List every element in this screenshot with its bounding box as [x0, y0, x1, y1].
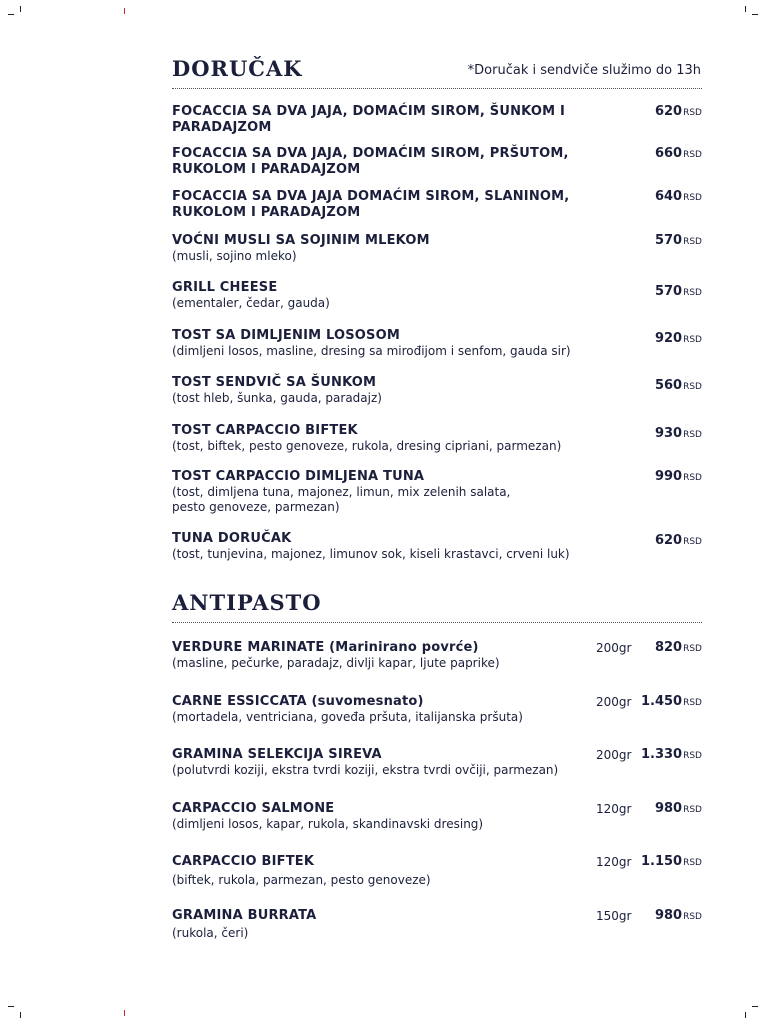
- item-price: 660RSD: [654, 146, 702, 161]
- menu-item: [172, 233, 702, 264]
- menu-item: [172, 469, 702, 515]
- crop-mark: [20, 1012, 21, 1018]
- item-name: CARPACCIO SALMONE: [172, 801, 335, 816]
- item-name: TUNA DORUČAK: [172, 531, 292, 546]
- item-name: TOST CARPACCIO DIMLJENA TUNA: [172, 469, 425, 484]
- crop-mark: [8, 1006, 14, 1007]
- item-price: 560RSD: [654, 378, 702, 393]
- item-price: 570RSD: [654, 233, 702, 248]
- section-title: ANTIPASTO: [172, 590, 322, 615]
- item-name: GRAMINA BURRATA: [172, 908, 317, 923]
- item-price: 1.450RSD: [640, 694, 702, 709]
- menu-item: [172, 531, 702, 562]
- menu-item: [172, 908, 702, 941]
- menu-item: [172, 694, 702, 725]
- item-price: 820RSD: [654, 640, 702, 655]
- item-description: (dimljeni losos, masline, dresing sa mirođijom i senfom, gauda sir): [172, 344, 571, 358]
- menu-item: [172, 375, 702, 406]
- item-name: VOĆNI MUSLI SA SOJINIM MLEKOM: [172, 233, 430, 248]
- item-price: 1.330RSD: [640, 747, 702, 762]
- item-name: VERDURE MARINATE (Marinirano povrće): [172, 640, 479, 655]
- item-name: TOST SA DIMLJENIM LOSOSOM: [172, 328, 401, 343]
- item-price: 920RSD: [654, 331, 702, 346]
- item-description: (rukola, čeri): [172, 926, 249, 940]
- item-name: FOCACCIA SA DVA JAJA, DOMAĆIM SIROM, ŠUNKOM I PARADAJZOM: [172, 104, 566, 135]
- menu-item: [172, 854, 702, 888]
- serving-note: *Doručak i sendviče služimo do 13h: [467, 63, 701, 78]
- item-name: FOCACCIA SA DVA JAJA, DOMAĆIM SIROM, PRŠUTOM, RUKOLOM I PARADAJZOM: [172, 146, 569, 177]
- item-description: (dimljeni losos, kapar, rukola, skandinavski dresing): [172, 817, 484, 831]
- item-description: (polutvrdi koziji, ekstra tvrdi koziji, ekstra tvrdi ovčiji, parmezan): [172, 763, 559, 777]
- menu-item: [172, 104, 702, 136]
- menu-item: [172, 640, 702, 671]
- crop-mark: [8, 14, 14, 15]
- crop-mark: [752, 14, 758, 15]
- item-name: CARPACCIO BIFTEK: [172, 854, 315, 869]
- item-price: 620RSD: [654, 104, 702, 119]
- menu-item: [172, 328, 702, 359]
- item-description: (tost, dimljena tuna, majonez, limun, mix zelenih salata, pesto genoveze, parmezan): [172, 485, 511, 514]
- menu-item: [172, 280, 702, 311]
- item-description: (biftek, rukola, parmezan, pesto genoveze): [172, 873, 431, 887]
- item-weight: 120gr: [596, 802, 632, 816]
- item-price: 930RSD: [654, 426, 702, 441]
- section-title: DORUČAK: [172, 56, 303, 81]
- item-weight: 200gr: [596, 695, 632, 709]
- section-header-antipasto: [172, 591, 702, 615]
- item-description: (tost hleb, šunka, gauda, paradajz): [172, 391, 382, 405]
- crop-mark: [752, 1006, 758, 1007]
- crop-mark: [20, 6, 21, 12]
- item-name: TOST SENDVIČ SA ŠUNKOM: [172, 375, 377, 390]
- dotted-divider: [172, 88, 702, 89]
- item-name: GRILL CHEESE: [172, 280, 278, 295]
- item-name: GRAMINA SELEKCIJA SIREVA: [172, 747, 382, 762]
- item-weight: 150gr: [596, 909, 632, 923]
- item-price: 620RSD: [654, 533, 702, 548]
- item-name: CARNE ESSICCATA (suvomesnato): [172, 694, 424, 709]
- item-description: (mortadela, ventriciana, goveđa pršuta, italijanska pršuta): [172, 710, 523, 724]
- item-price: 640RSD: [654, 189, 702, 204]
- item-description: (ementaler, čedar, gauda): [172, 296, 330, 310]
- menu-item: [172, 146, 702, 178]
- item-price: 990RSD: [654, 469, 702, 484]
- item-weight: 200gr: [596, 641, 632, 655]
- item-price: 570RSD: [654, 284, 702, 299]
- item-description: (masline, pečurke, paradajz, divlji kapar, ljute paprike): [172, 656, 500, 670]
- crop-mark: [124, 8, 125, 14]
- crop-mark: [124, 1010, 125, 1016]
- crop-mark: [745, 6, 746, 12]
- item-name: FOCACCIA SA DVA JAJA DOMAĆIM SIROM, SLANINOM, RUKOLOM I PARADAJZOM: [172, 189, 570, 220]
- item-description: (musli, sojino mleko): [172, 249, 297, 263]
- crop-mark: [745, 1012, 746, 1018]
- item-price: 1.150RSD: [640, 854, 702, 869]
- item-description: (tost, biftek, pesto genoveze, rukola, dresing cipriani, parmezan): [172, 439, 562, 453]
- menu-item: [172, 747, 702, 778]
- item-weight: 200gr: [596, 748, 632, 762]
- item-price: 980RSD: [654, 801, 702, 816]
- item-description: (tost, tunjevina, majonez, limunov sok, kiseli krastavci, crveni luk): [172, 547, 570, 561]
- item-price: 980RSD: [654, 908, 702, 923]
- menu-item: [172, 801, 702, 832]
- menu-item: [172, 423, 702, 454]
- item-name: TOST CARPACCIO BIFTEK: [172, 423, 358, 438]
- dotted-divider: [172, 622, 702, 623]
- menu-item: [172, 189, 702, 221]
- section-header-dorucak: [172, 57, 702, 81]
- item-weight: 120gr: [596, 855, 632, 869]
